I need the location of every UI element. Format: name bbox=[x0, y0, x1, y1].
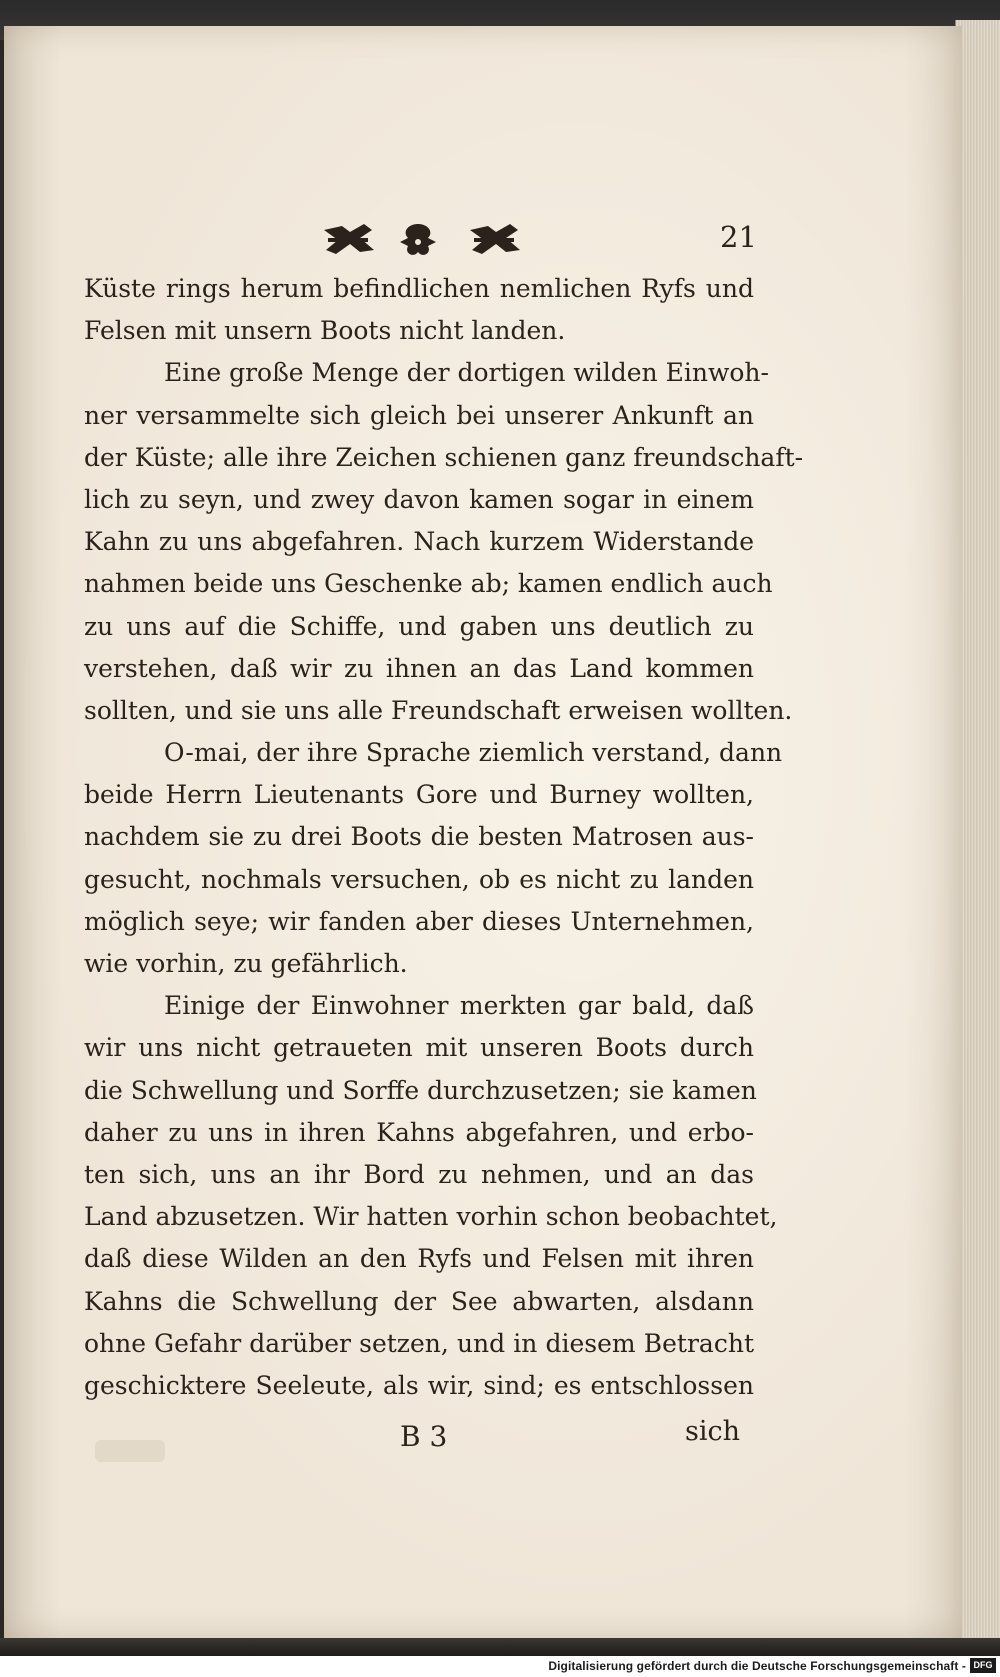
text-line: gesucht, nochmals versuchen, ob es nicht zu landen bbox=[84, 864, 754, 894]
dfg-logo: DFG bbox=[970, 1658, 996, 1673]
text-line: daß diese Wilden an den Ryfs und Felsen mit ihren bbox=[84, 1244, 754, 1274]
page-body-text bbox=[84, 268, 804, 1407]
text-line: ten sich, uns an ihr Bord zu nehmen, und an das bbox=[84, 1159, 754, 1189]
text-line: O-mai, der ihre Sprache ziemlich verstand, dann bbox=[164, 738, 783, 768]
text-line: zu uns auf die Schiffe, und gaben uns deutlich zu bbox=[84, 611, 754, 641]
text-line: wie vorhin, zu gefährlich. bbox=[84, 949, 408, 978]
text-line: sollten, und sie uns alle Freundschaft erweisen wollten. bbox=[84, 695, 793, 725]
signature-mark: B 3 bbox=[400, 1420, 448, 1453]
text-line: Felsen mit unsern Boots nicht landen. bbox=[84, 316, 566, 346]
text-line: der Küste; alle ihre Zeichen schienen ganz freundschaft- bbox=[84, 442, 804, 472]
text-line: nahmen beide uns Geschenke ab; kamen endlich auch bbox=[84, 569, 773, 599]
text-line: Einige der Einwohner merkten gar bald, daß bbox=[164, 991, 754, 1021]
footer-credit-text: Digitalisierung gefördert durch die Deutsche Forschungsgemeinschaft - bbox=[548, 1659, 966, 1673]
text-line: verstehen, daß wir zu ihnen an das Land kommen bbox=[84, 653, 754, 683]
text-line: Kahn zu uns abgefahren. Nach kurzem Widerstande bbox=[84, 527, 754, 557]
text-line: ner versammelte sich gleich bei unserer Ankunft an bbox=[84, 400, 754, 430]
text-line: Eine große Menge der dortigen wilden Einwoh- bbox=[164, 358, 769, 388]
ink-smudge bbox=[95, 1440, 165, 1462]
text-line: möglich seye; wir fanden aber dieses Unternehmen, bbox=[84, 906, 754, 936]
text-line: ohne Gefahr darüber setzen, und in diesem Betracht bbox=[84, 1328, 754, 1358]
scan-frame-bottom bbox=[0, 1638, 1000, 1656]
text-line: Land abzusetzen. Wir hatten vorhin schon beobachtet, bbox=[84, 1202, 778, 1232]
text-line: beide Herrn Lieutenants Gore und Burney wollten, bbox=[84, 780, 754, 810]
text-line: nachdem sie zu drei Boots die besten Matrosen aus- bbox=[84, 822, 754, 852]
text-line: lich zu seyn, und zwey davon kamen sogar in einem bbox=[84, 484, 754, 514]
text-line: geschicktere Seeleute, als wir, sind; es entschlossen bbox=[84, 1370, 754, 1400]
text-line: die Schwellung und Sorffe durchzusetzen; sie kamen bbox=[84, 1075, 757, 1105]
catchword: sich bbox=[685, 1416, 741, 1447]
text-line: daher zu uns in ihren Kahns abgefahren, und erbo- bbox=[84, 1117, 754, 1147]
text-line: Kahns die Schwellung der See abwarten, alsdann bbox=[84, 1286, 754, 1316]
page-number: 21 bbox=[720, 220, 757, 254]
ornament-icon bbox=[320, 218, 550, 262]
text-line: wir uns nicht getraueten mit unseren Boots durch bbox=[84, 1033, 754, 1063]
text-line: Küste rings herum befindlichen nemlichen Ryfs und bbox=[84, 274, 754, 303]
